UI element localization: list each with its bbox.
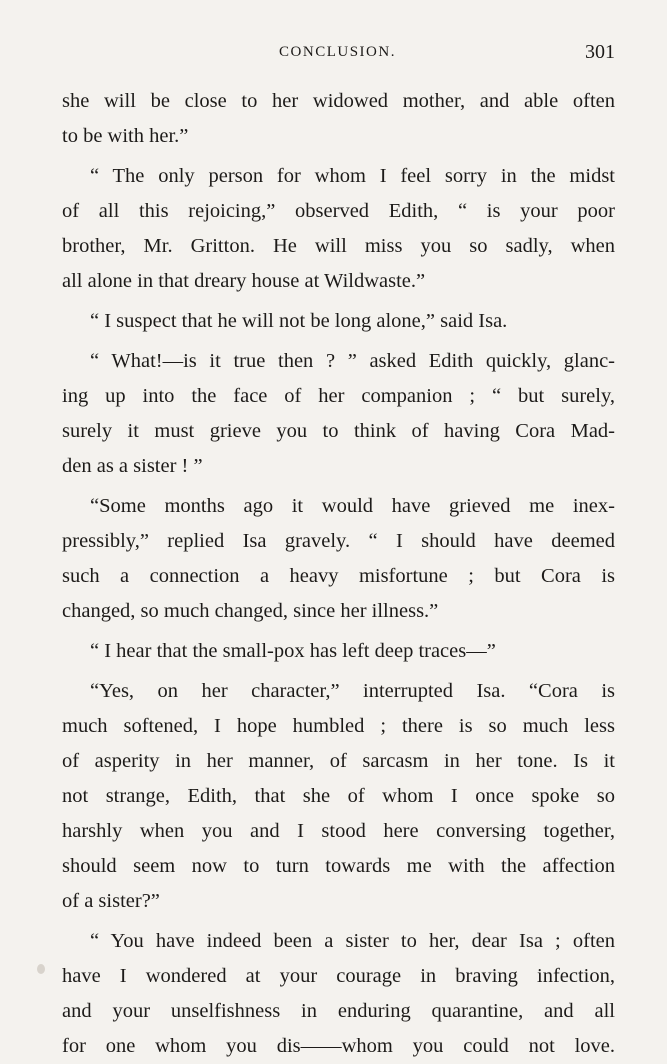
page-number: 301 <box>585 41 615 63</box>
text-line: of all this rejoicing,” observed Edith, “ is your poor <box>62 200 615 222</box>
text-line: brother, Mr. Gritton. He will miss you so sadly, when <box>62 235 615 257</box>
text-line: ing up into the face of her companion ; “ but surely, <box>62 385 615 407</box>
text-line: to be with her.” <box>62 125 189 147</box>
text-line: much softened, I hope humbled ; there is so much less <box>62 715 615 737</box>
text-line: not strange, Edith, that she of whom I once spoke so <box>62 785 615 807</box>
text-line: should seem now to turn towards me with the affection <box>62 855 615 877</box>
text-line: “ You have indeed been a sister to her, dear Isa ; often <box>90 930 615 952</box>
text-line: “ What!—is it true then ? ” asked Edith quickly, glanc- <box>90 350 615 372</box>
text-line: have I wondered at your courage in braving infection, <box>62 965 615 987</box>
paper-speck <box>37 964 45 974</box>
text-line: and your unselfishness in enduring quarantine, and all <box>62 1000 615 1022</box>
text-line: she will be close to her widowed mother, and able often <box>62 90 615 112</box>
text-line: pressibly,” replied Isa gravely. “ I should have deemed <box>62 530 615 552</box>
text-line: “ I suspect that he will not be long alone,” said Isa. <box>90 310 508 332</box>
text-line: “ The only person for whom I feel sorry in the midst <box>90 165 615 187</box>
text-line: “Yes, on her character,” interrupted Isa. “Cora is <box>90 680 615 702</box>
text-line: of a sister?” <box>62 890 160 912</box>
text-line: surely it must grieve you to think of having Cora Mad- <box>62 420 615 442</box>
running-title: CONCLUSION. <box>279 44 396 60</box>
text-line: such a connection a heavy misfortune ; but Cora is <box>62 565 615 587</box>
text-line: changed, so much changed, since her illness.” <box>62 600 439 622</box>
text-line: for one whom you dis——whom you could not love. <box>62 1035 615 1057</box>
body-text <box>62 84 615 1064</box>
text-line: of asperity in her manner, of sarcasm in her tone. Is it <box>62 750 615 772</box>
text-line: “ I hear that the small-pox has left deep traces—” <box>90 640 496 662</box>
text-line: all alone in that dreary house at Wildwaste.” <box>62 270 426 292</box>
text-line: den as a sister ! ” <box>62 455 203 477</box>
text-line: harshly when you and I stood here conversing together, <box>62 820 615 842</box>
text-line: “Some months ago it would have grieved me inex- <box>90 495 615 517</box>
page-header <box>60 41 615 65</box>
